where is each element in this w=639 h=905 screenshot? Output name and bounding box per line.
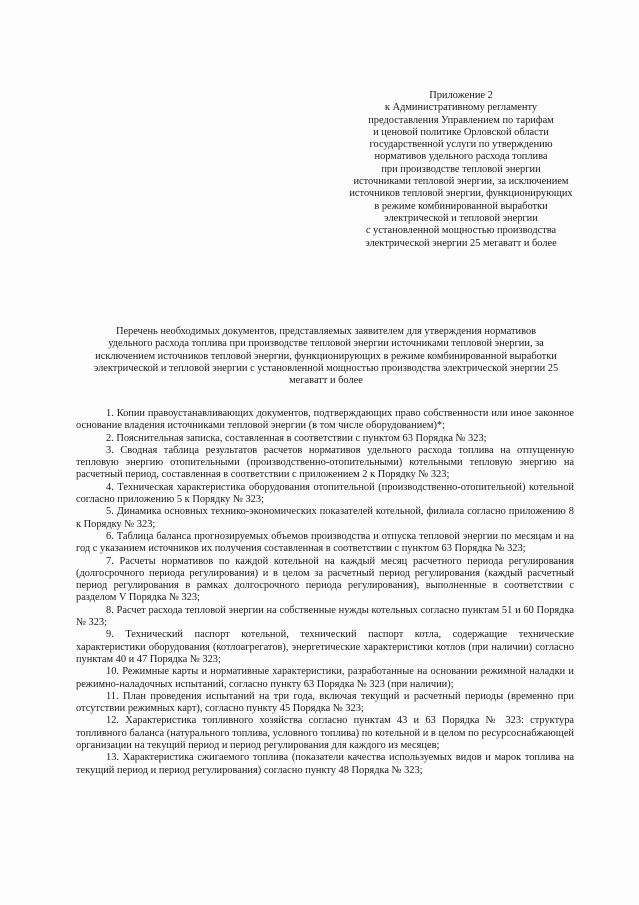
appendix-line: источниками тепловой энергии, за исключением [353,176,569,188]
list-item: 5. Динамика основных технико-экономических показателей котельной, филиала согласно приложению 8 к Порядку № 323; [76,506,574,530]
list-item: 13. Характеристика сжигаемого топлива (показатели качества используемых видов и марок топлива на текущий период и период регулирования) согласно пункту 48 Порядка № 323; [76,752,574,776]
appendix-line: нормативов удельного расхода топлива [374,151,548,163]
appendix-line: в режиме комбинированной выработки [374,200,548,212]
appendix-line: государственной услуги по утверждению [369,139,553,151]
document-title [76,326,576,387]
list-item: 8. Расчет расхода тепловой энергии на собственные нужды котельных согласно пунктам 51 и 60 Порядка № 323; [76,604,574,629]
appendix-line: предоставления Управлением по тарифам [368,114,554,126]
list-item: 7. Расчеты нормативов по каждой котельной на каждый месяц расчетного периода регулирования (долгосрочного периода регулирования) и в целом за расчетный период регулирования (каждый расчетный период регулирования в рамках долгосрочного периода регулирования), выполненные в соответствии с разделом V Порядка № 323; [76,555,574,604]
title-line: исключением источников тепловой энергии, функционирующих в режиме комбинированной выработки [95,350,557,362]
list-item: 9. Технический паспорт котельной, технический паспорт котла, содержащие технические характеристики оборудования (котлоагрегатов), энергетические характеристики котлов (при наличии) согласно пунктам 40 и 47 Порядка № 323; [76,629,574,665]
title-line: электрической и тепловой энергии с установленной мощностью производства электрической энергии 25 [93,362,559,374]
title-line: Перечень необходимых документов, представляемых заявителем для утверждения нормативов [115,326,537,337]
appendix-line: к Административному регламенту [384,102,538,114]
appendix-line: электрической энергии 25 мегаватт и более [365,237,557,249]
list-item: 3. Сводная таблица результатов расчетов нормативов удельного расхода топлива на отпущенную тепловую энергию отопительными (производственно-отопительными) котельными тепловую энергию на расчетный период, составленная в соответствии с приложением 2 к Порядку № 323; [76,444,574,481]
list-item: 12. Характеристика топливного хозяйства согласно пунктам 43 и 63 Порядка № 323: структура топливного баланса (натурального топлива, условного топлива) по котельной и в целом по ресурсоснабжающей организации на текущий период и период регулирования для каждого из месяцев; [76,715,574,752]
title-line: мегаватт и более [289,375,363,387]
list-item: 1. Копии правоустанавливающих документов, подтверждающих право собственности или иное законное основание владения источниками тепловой энергии (в том числе оборудованием)*; [76,408,574,432]
title-line: удельного расхода топлива при производстве тепловой энергии источниками тепловой энергии, за [108,338,544,350]
list-item: 10. Режимные карты и нормативные характеристики, разработанные на основании режимной наладки и режимно-наладочных испытаний, согласно пункту 63 Порядка № 323 (при наличии); [76,666,574,690]
appendix-line: источников тепловой энергии, функционирующих [349,188,573,200]
list-item: 4. Техническая характеристика оборудования отопительной (производственно-отопительной) котельной согласно приложению 5 к Порядку № 323; [76,481,574,506]
list-item: 11. План проведения испытаний на три года, включая текущий и расчетный периоды (временно при отсутствии режимных карт), согласно пункту 45 Порядка № 323; [76,690,574,715]
appendix-header [300,90,622,250]
appendix-line: при производстве тепловой энергии [381,163,541,175]
document-list [76,408,574,777]
appendix-line: электрической и тепловой энергии [384,212,538,224]
appendix-line: Приложение 2 [429,90,493,101]
appendix-line: и ценовой политике Орловской области [373,126,549,138]
list-item: 6. Таблица баланса прогнозируемых объемов производства и отпуска тепловой энергии по месяцам и на год с указанием источников их получения составленная в соответствии с пунктом 63 Порядка № 323; [76,530,574,555]
appendix-line: с установленной мощностью производства [365,225,557,237]
list-item: 2. Пояснительная записка, составленная в соответствии с пунктом 63 Порядка № 323; [106,432,487,444]
